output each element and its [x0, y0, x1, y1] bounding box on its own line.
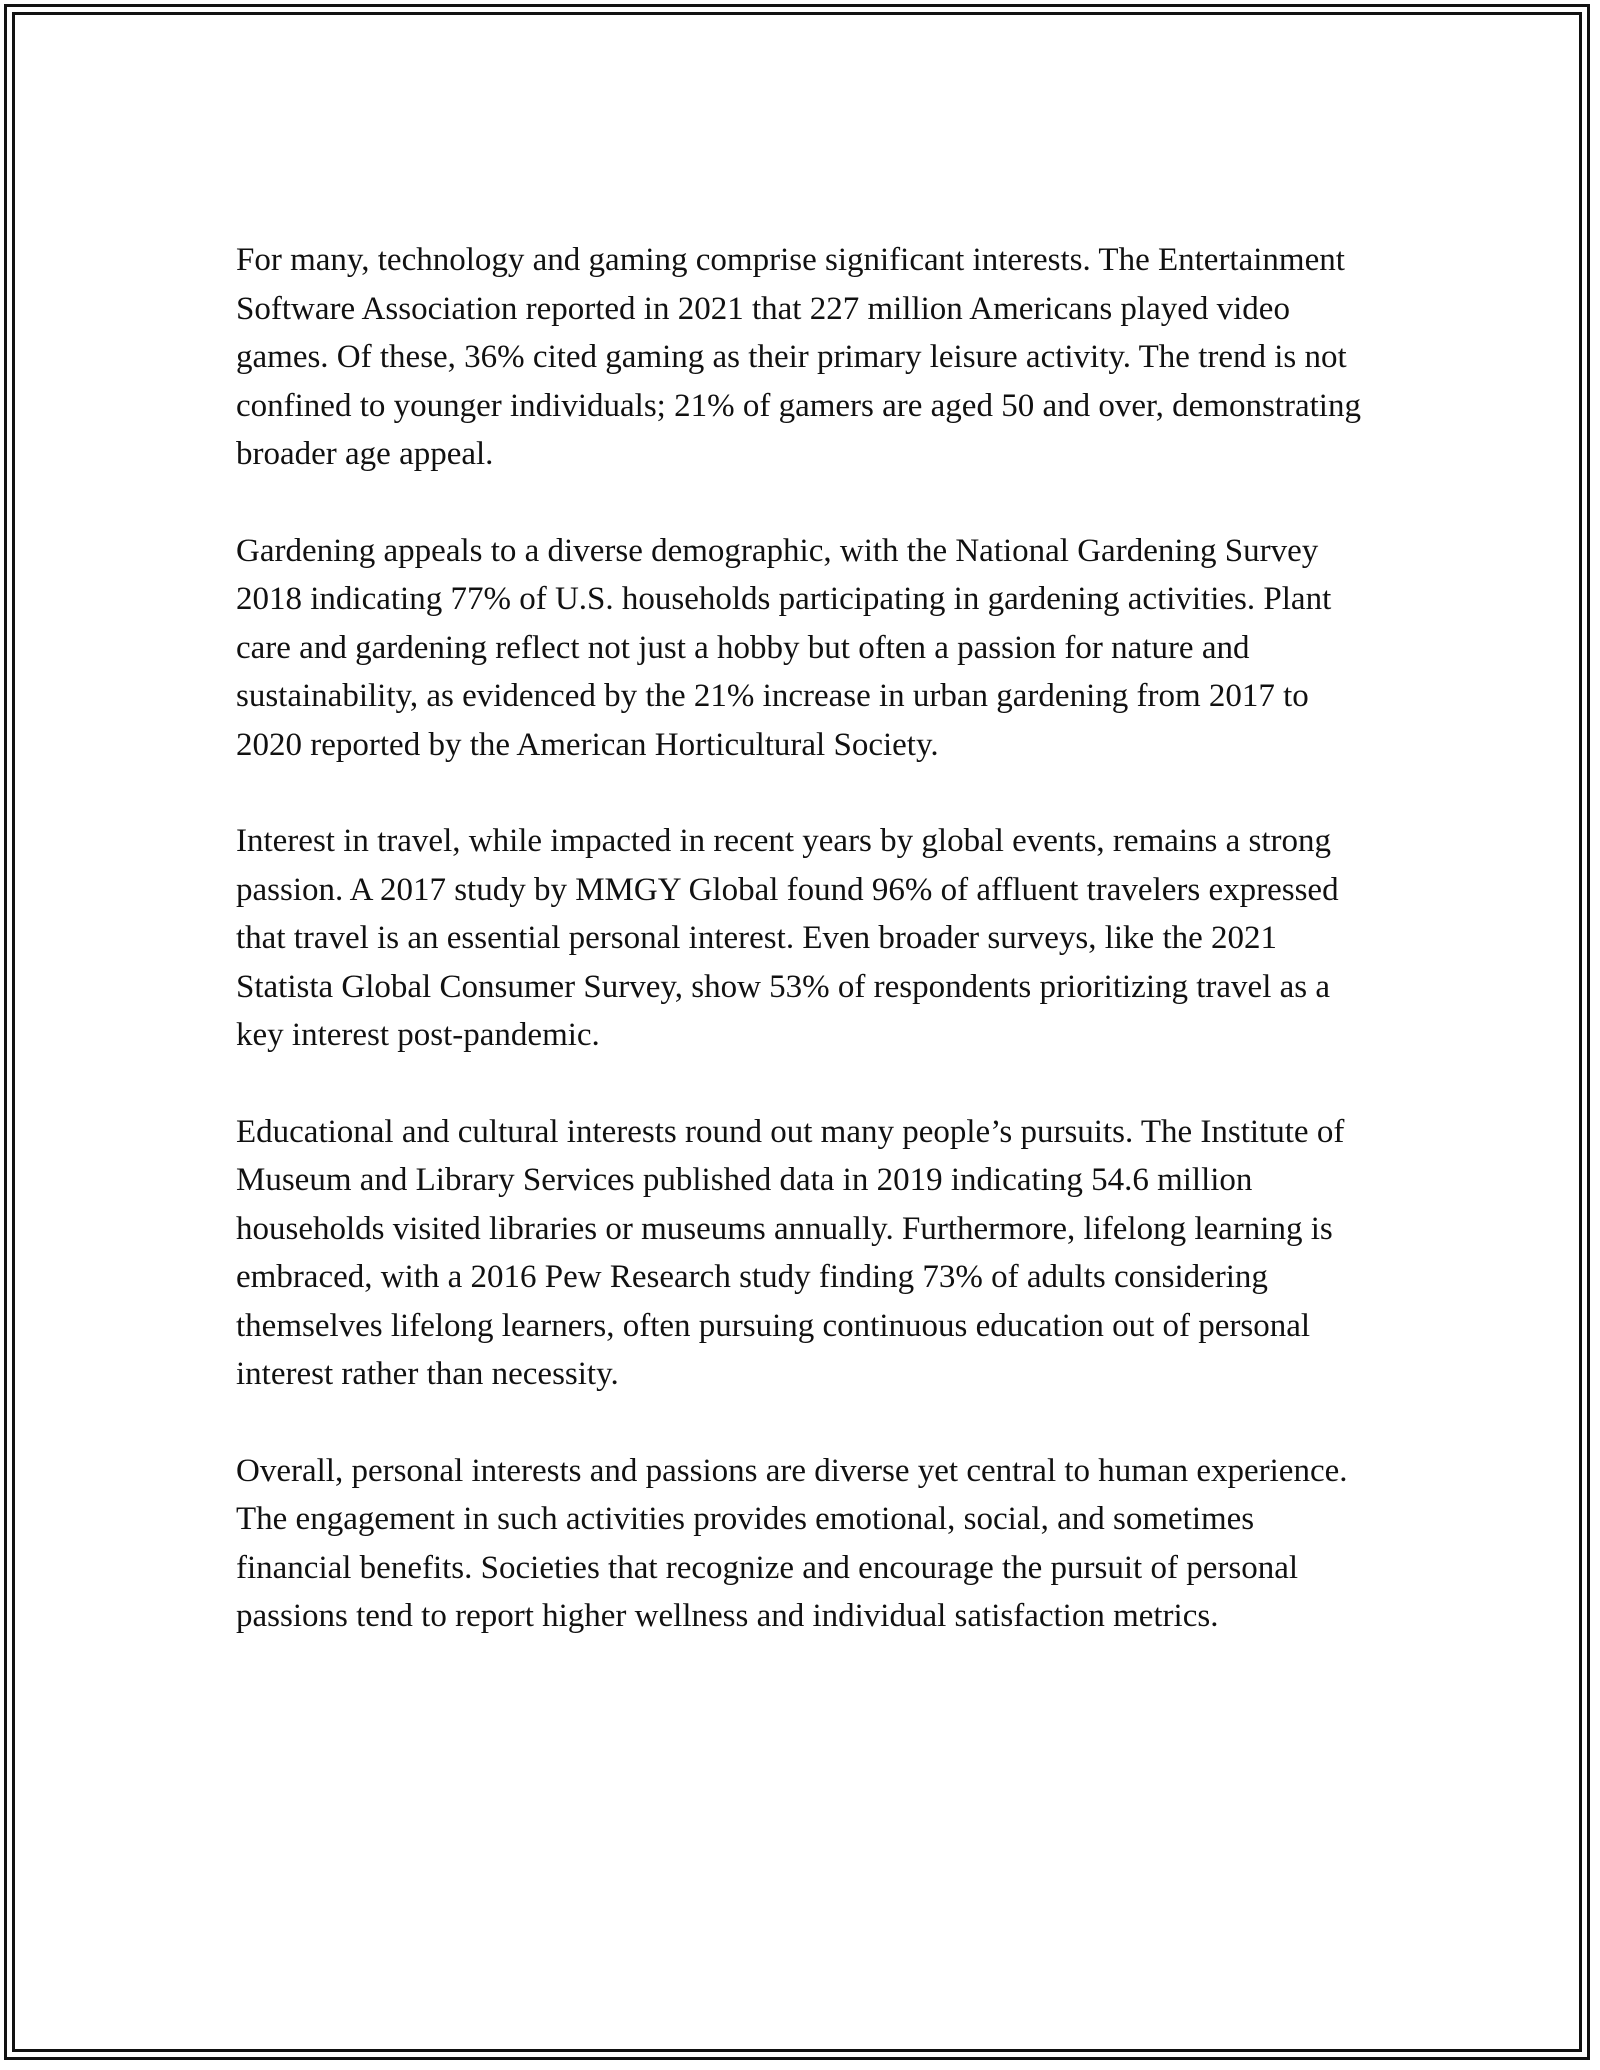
paragraph-gaming: For many, technology and gaming comprise significant interests. The Entertainment Software Association reported in 2021 that 227 million Americans played video games. Of these, 36% cited gaming as their primary leisure activity. The trend is not confined to younger individuals; 21% of gamers are aged 50 and over, demonstrating broader age appeal. — [236, 242, 1361, 472]
paragraph-travel: Interest in travel, while impacted in recent years by global events, remains a strong passion. A 2017 study by MMGY Global found 96% of affluent travelers expressed that travel is an essential personal interest. Even broader surveys, like the 2021 Statista Global Consumer Survey, show 53% of respondents prioritizing travel as a key interest post-pandemic. — [236, 823, 1339, 1053]
paragraph-gardening: Gardening appeals to a diverse demographic, with the National Gardening Survey 2018 indicating 77% of U.S. households participating in gardening activities. Plant care and gardening reflect not just a hobby but often a passion for nature and sustainability, as evidenced by the 21% increase in urban gardening from 2017 to 2020 reported by the American Horticultural Society. — [236, 532, 1332, 763]
document-body — [236, 236, 1376, 1689]
paragraph-education: Educational and cultural interests round out many people’s pursuits. The Institute of Museum and Library Services published data in 2019 indicating 54.6 million households visited libraries or museums annually. Furthermore, lifelong learning is embraced, with a 2016 Pew Research study finding 73% of adults considering themselves lifelong learners, often pursuing continuous education out of personal interest rather than necessity. — [236, 1113, 1345, 1392]
paragraph-conclusion: Overall, personal interests and passions are diverse yet central to human experience. The engagement in such activities provides emotional, social, and sometimes financial benefits. Societies that recognize and encourage the pursuit of personal passions tend to report higher wellness and individual satisfaction metrics. — [236, 1452, 1348, 1634]
